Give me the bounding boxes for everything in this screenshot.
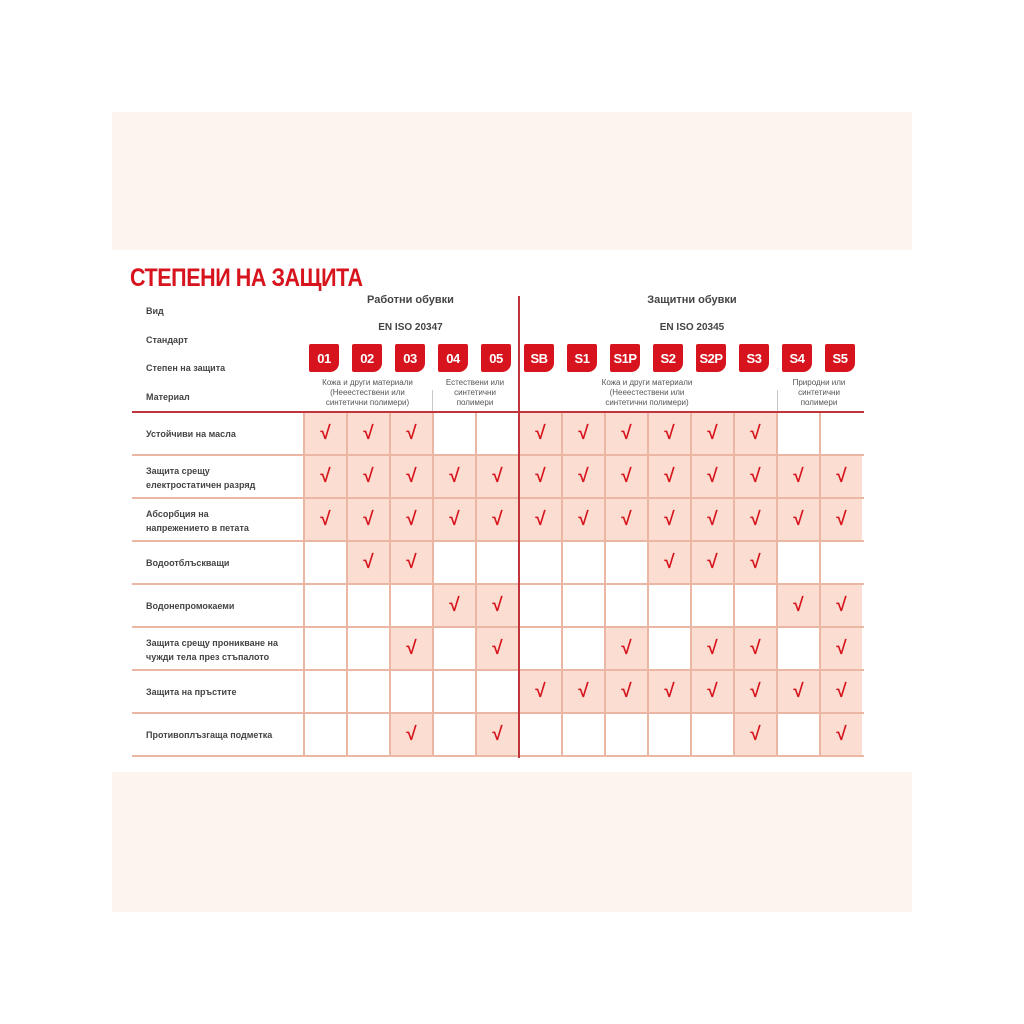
standard-work: EN ISO 20347 <box>378 322 443 333</box>
check-icon: √ <box>389 542 432 583</box>
empty-cell <box>432 628 475 669</box>
feature-label-line: електростатичен разряд <box>146 480 256 490</box>
check-icon: √ <box>647 413 690 454</box>
empty-cell <box>432 714 475 755</box>
check-icon: √ <box>690 671 733 712</box>
empty-cell <box>690 714 733 755</box>
check-icon: √ <box>604 413 647 454</box>
page-title: СТЕПЕНИ НА ЗАЩИТА <box>130 264 363 292</box>
table-row <box>132 456 864 499</box>
feature-label <box>146 685 236 699</box>
empty-cell <box>303 542 346 583</box>
check-icon: √ <box>561 671 604 712</box>
check-icon: √ <box>647 542 690 583</box>
check-icon: √ <box>389 413 432 454</box>
empty-cell <box>819 542 862 583</box>
check-icon: √ <box>733 671 776 712</box>
feature-label-line: Защита на пръстите <box>146 687 237 697</box>
feature-label <box>146 507 249 535</box>
material-caption <box>303 378 432 408</box>
check-icon: √ <box>819 714 862 755</box>
check-icon: √ <box>690 456 733 497</box>
check-icon: √ <box>432 456 475 497</box>
empty-cell <box>346 628 389 669</box>
check-icon: √ <box>346 499 389 540</box>
check-icon: √ <box>475 628 518 669</box>
feature-label-line: Абсорбция на <box>146 509 209 519</box>
material-separator <box>777 390 778 411</box>
background-band-bottom <box>112 772 912 912</box>
check-icon: √ <box>776 585 819 626</box>
check-icon: √ <box>733 499 776 540</box>
empty-cell <box>776 714 819 755</box>
degree-badge-01: 01 <box>309 344 339 372</box>
degree-badge-02: 02 <box>352 344 382 372</box>
check-icon: √ <box>776 499 819 540</box>
check-icon: √ <box>561 499 604 540</box>
check-icon: √ <box>475 499 518 540</box>
check-icon: √ <box>776 671 819 712</box>
check-icon: √ <box>518 499 561 540</box>
check-icon: √ <box>475 585 518 626</box>
empty-cell <box>432 671 475 712</box>
check-icon: √ <box>604 628 647 669</box>
check-icon: √ <box>733 628 776 669</box>
check-icon: √ <box>303 413 346 454</box>
feature-label-line: Защита срещу <box>146 466 210 476</box>
check-icon: √ <box>346 542 389 583</box>
empty-cell <box>733 585 776 626</box>
empty-cell <box>346 671 389 712</box>
check-icon: √ <box>303 456 346 497</box>
empty-cell <box>518 542 561 583</box>
check-icon: √ <box>647 671 690 712</box>
check-icon: √ <box>389 499 432 540</box>
check-icon: √ <box>733 413 776 454</box>
check-icon: √ <box>518 413 561 454</box>
degree-badge-s5: S5 <box>825 344 855 372</box>
empty-cell <box>690 585 733 626</box>
check-icon: √ <box>647 499 690 540</box>
degree-badge-s2: S2 <box>653 344 683 372</box>
check-icon: √ <box>819 628 862 669</box>
empty-cell <box>475 413 518 454</box>
row-label-degree: Степен на защита <box>146 363 226 373</box>
check-icon: √ <box>432 499 475 540</box>
feature-label-line: Защита срещу проникване на <box>146 638 278 648</box>
empty-cell <box>776 542 819 583</box>
check-icon: √ <box>475 456 518 497</box>
empty-cell <box>389 585 432 626</box>
empty-cell <box>604 714 647 755</box>
check-icon: √ <box>475 714 518 755</box>
feature-label-line: чужди тела през стъпалото <box>146 652 270 662</box>
table-row <box>132 714 864 757</box>
check-icon: √ <box>346 413 389 454</box>
degree-badge-s4: S4 <box>782 344 812 372</box>
check-icon: √ <box>389 714 432 755</box>
feature-label-line: Водонепромокаеми <box>146 601 235 611</box>
feature-label <box>146 728 272 742</box>
check-icon: √ <box>432 585 475 626</box>
material-separator <box>432 390 433 411</box>
check-icon: √ <box>647 456 690 497</box>
material-caption-line: (Нееестествени или <box>609 388 685 397</box>
row-label-vid: Вид <box>146 306 164 316</box>
check-icon: √ <box>389 456 432 497</box>
empty-cell <box>819 413 862 454</box>
material-caption-line: (Нееестествени или <box>330 388 405 397</box>
check-icon: √ <box>733 714 776 755</box>
check-icon: √ <box>604 456 647 497</box>
empty-cell <box>303 671 346 712</box>
empty-cell <box>303 585 346 626</box>
material-caption-line: Кожа и други материали <box>322 378 413 387</box>
check-icon: √ <box>819 456 862 497</box>
empty-cell <box>518 628 561 669</box>
degree-badge-s1p: S1P <box>610 344 640 372</box>
empty-cell <box>561 628 604 669</box>
feature-label <box>146 464 255 492</box>
protection-table <box>132 413 864 757</box>
check-icon: √ <box>776 456 819 497</box>
degree-badge-s3: S3 <box>739 344 769 372</box>
check-icon: √ <box>303 499 346 540</box>
feature-label-line: напрежението в петата <box>146 523 249 533</box>
material-caption <box>776 378 862 408</box>
check-icon: √ <box>561 456 604 497</box>
row-label-standard: Стандарт <box>146 335 188 345</box>
empty-cell <box>518 714 561 755</box>
empty-cell <box>432 413 475 454</box>
empty-cell <box>346 714 389 755</box>
table-row <box>132 585 864 628</box>
feature-label <box>146 556 229 570</box>
check-icon: √ <box>389 628 432 669</box>
check-icon: √ <box>604 671 647 712</box>
degree-badge-03: 03 <box>395 344 425 372</box>
check-icon: √ <box>690 628 733 669</box>
empty-cell <box>647 628 690 669</box>
degree-badge-sb: SB <box>524 344 554 372</box>
empty-cell <box>475 542 518 583</box>
empty-cell <box>561 714 604 755</box>
empty-cell <box>518 585 561 626</box>
group-title-work: Работни обувки <box>367 294 454 306</box>
feature-label-line: Устойчиви на масла <box>146 429 236 439</box>
check-icon: √ <box>561 413 604 454</box>
material-caption-line: полимери <box>800 398 838 407</box>
empty-cell <box>561 585 604 626</box>
material-caption-line: Природни или <box>792 378 846 387</box>
empty-cell <box>776 628 819 669</box>
group-divider <box>518 296 520 758</box>
material-caption <box>432 378 518 408</box>
check-icon: √ <box>733 456 776 497</box>
empty-cell <box>776 413 819 454</box>
table-row <box>132 628 864 671</box>
check-icon: √ <box>819 671 862 712</box>
background-band-top <box>112 112 912 250</box>
check-icon: √ <box>733 542 776 583</box>
degree-badge-04: 04 <box>438 344 468 372</box>
check-icon: √ <box>518 456 561 497</box>
table-row <box>132 413 864 456</box>
empty-cell <box>561 542 604 583</box>
material-caption-line: Кожа и други материали <box>601 378 693 387</box>
check-icon: √ <box>346 456 389 497</box>
material-caption <box>518 378 776 408</box>
check-icon: √ <box>690 499 733 540</box>
empty-cell <box>475 671 518 712</box>
material-caption-line: Естествени или <box>445 378 505 387</box>
check-icon: √ <box>819 585 862 626</box>
material-caption-line: полимери <box>456 398 494 407</box>
empty-cell <box>604 585 647 626</box>
check-icon: √ <box>518 671 561 712</box>
empty-cell <box>303 714 346 755</box>
empty-cell <box>647 714 690 755</box>
feature-label-line: Противоплъзгаща подметка <box>146 730 273 740</box>
standard-safety: EN ISO 20345 <box>659 322 725 333</box>
degree-badge-s1: S1 <box>567 344 597 372</box>
table-row <box>132 499 864 542</box>
material-caption-line: синтетични полимери) <box>325 398 410 407</box>
group-title-safety: Защитни обувки <box>647 294 737 306</box>
table-row <box>132 542 864 585</box>
check-icon: √ <box>690 413 733 454</box>
feature-label-line: Водоотблъскващи <box>146 558 230 568</box>
empty-cell <box>303 628 346 669</box>
check-icon: √ <box>690 542 733 583</box>
table-row <box>132 671 864 714</box>
degree-badge-s2p: S2P <box>696 344 726 372</box>
empty-cell <box>432 542 475 583</box>
degree-badge-05: 05 <box>481 344 511 372</box>
feature-label <box>146 636 278 664</box>
check-icon: √ <box>819 499 862 540</box>
empty-cell <box>346 585 389 626</box>
material-caption-line: синтетични <box>454 388 496 397</box>
feature-label <box>146 599 234 613</box>
check-icon: √ <box>604 499 647 540</box>
feature-label <box>146 427 236 441</box>
empty-cell <box>647 585 690 626</box>
material-caption-line: синтетични <box>798 388 840 397</box>
row-label-material: Материал <box>146 392 190 402</box>
empty-cell <box>604 542 647 583</box>
empty-cell <box>389 671 432 712</box>
material-caption-line: синтетични полимери) <box>605 398 689 407</box>
